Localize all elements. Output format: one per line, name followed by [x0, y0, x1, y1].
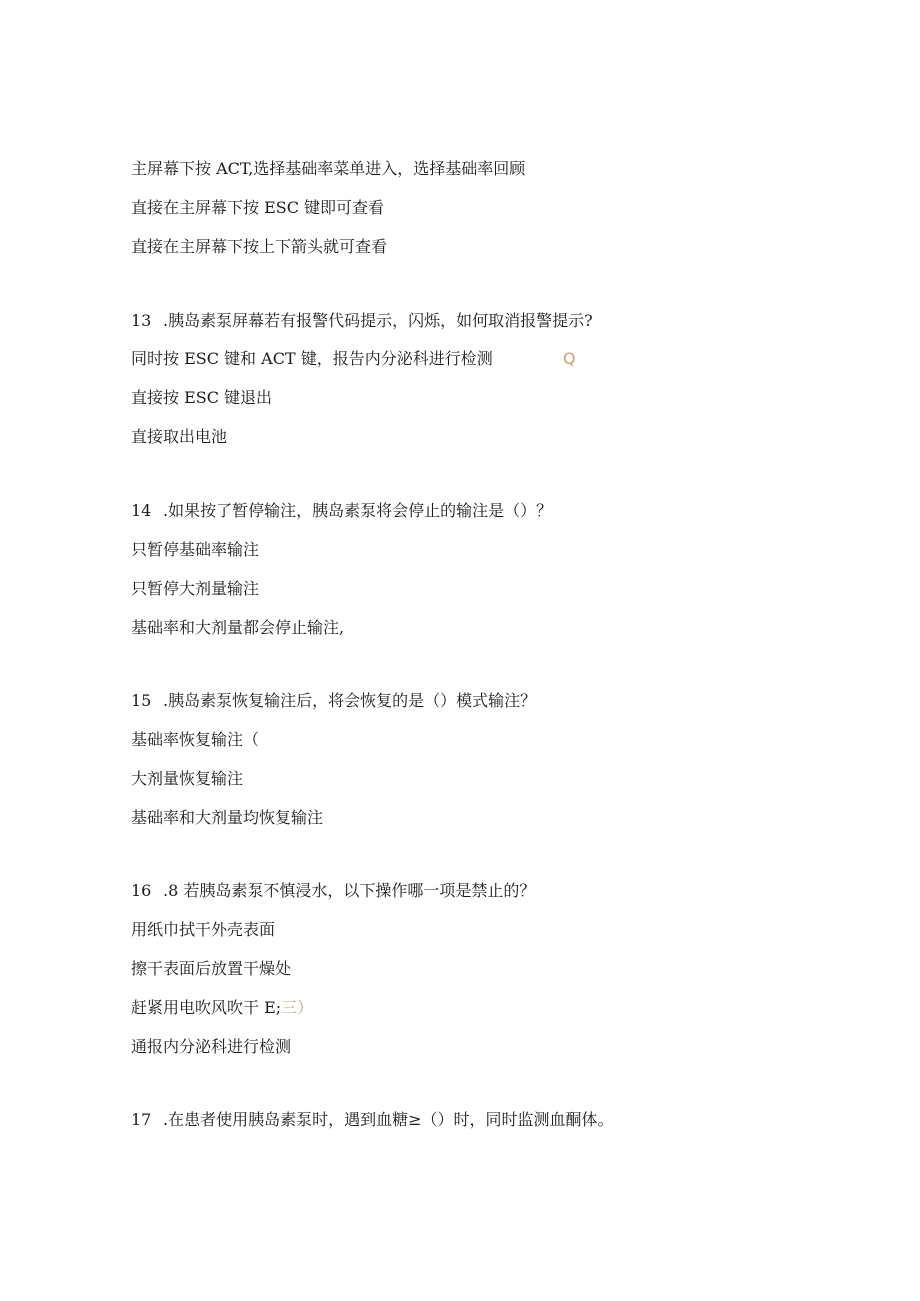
question-text: .胰岛素泵恢复输注后，将会恢复的是（）模式输注？ [163, 691, 537, 710]
question-16 [131, 880, 535, 902]
option-text: 擦干表面后放置干燥处 [131, 959, 292, 978]
option-text: 基础率和大剂量均恢复输注 [131, 808, 324, 827]
option-text: 用纸巾拭干外壳表面 [131, 920, 276, 939]
question-number: 14 [131, 501, 152, 520]
option-text: 直接按 ESC 键退出 [131, 388, 273, 407]
question-number: 17 [131, 1110, 152, 1129]
option-text: 主屏幕下按 ACT,选择基础率菜单进入，选择基础率回顾 [131, 159, 526, 178]
question-14 [131, 500, 552, 522]
option-text: 直接在主屏幕下按上下箭头就可查看 [131, 237, 388, 256]
stamp-mark: 三） [281, 998, 314, 1017]
question-number: 13 [131, 311, 152, 330]
question-text: .如果按了暂停输注，胰岛素泵将会停止的输注是（）？ [163, 501, 553, 520]
question-number: 16 [131, 881, 152, 900]
option-text: 直接取出电池 [131, 427, 228, 446]
question-13 [131, 310, 593, 332]
option-text: 只暂停大剂量输注 [131, 579, 260, 598]
stamp-mark: Q [563, 349, 576, 368]
option-text: 基础率和大剂量都会停止输注, [131, 618, 345, 637]
option-text: 通报内分泌科进行检测 [131, 1037, 292, 1056]
question-15 [131, 690, 536, 712]
option-text: 只暂停基础率输注 [131, 540, 260, 559]
option-line [131, 997, 313, 1019]
question-17 [131, 1109, 614, 1131]
option-text: 大剂量恢复输注 [131, 769, 244, 788]
question-text: .胰岛素泵屏幕若有报警代码提示，闪烁，如何取消报警提示? [163, 311, 593, 330]
option-text: 直接在主屏幕下按 ESC 键即可查看 [131, 198, 385, 217]
question-text: .在患者使用胰岛素泵时，遇到血糖≥（）时，同时监测血酮体。 [163, 1110, 614, 1129]
option-text: 赶紧用电吹风吹干 E; [131, 998, 282, 1017]
question-number: 15 [131, 691, 152, 710]
question-text: .8 若胰岛素泵不慎浸水，以下操作哪一项是禁止的？ [163, 881, 536, 900]
option-text: 同时按 ESC 键和 ACT 键，报告内分泌科进行检测 [131, 349, 493, 368]
option-text: 基础率恢复输注（ [131, 730, 260, 749]
